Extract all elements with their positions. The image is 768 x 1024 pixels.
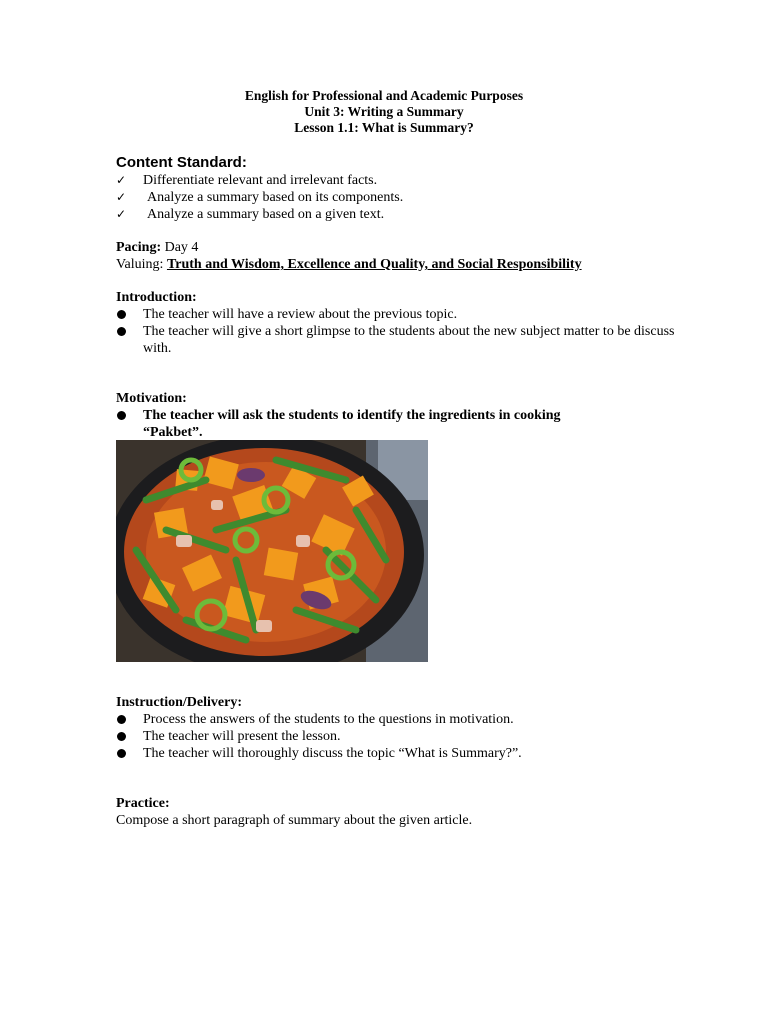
list-item: ✓ Analyze a summary based on its components. — [116, 190, 404, 205]
lesson-title: Lesson 1.1: What is Summary? — [294, 120, 474, 135]
practice-section — [116, 795, 676, 829]
checkmark-icon: ✓ — [116, 190, 127, 204]
motivation-section — [116, 390, 676, 441]
list-item: Process the answers of the students to the questions in motivation. — [116, 711, 676, 728]
practice-heading: Practice: — [116, 796, 170, 811]
bullet-icon — [116, 745, 132, 763]
bullet-icon — [116, 306, 132, 324]
practice-text: Compose a short paragraph of summary about the given article. — [116, 813, 473, 828]
bullet-icon — [116, 711, 132, 729]
introduction-heading: Introduction: — [116, 290, 197, 305]
pacing-label: Pacing: — [116, 240, 162, 255]
checkmark-icon: ✓ — [116, 173, 127, 187]
course-title: English for Professional and Academic Purposes — [244, 88, 524, 103]
pakbet-dish-photo — [116, 440, 428, 662]
instruction-heading: Instruction/Delivery: — [116, 695, 242, 710]
bullet-icon — [116, 407, 132, 425]
instruction-section — [116, 694, 676, 762]
list-item: ✓ Differentiate relevant and irrelevant facts. — [116, 173, 378, 188]
bullet-icon — [116, 728, 132, 746]
valuing-value: Truth and Wisdom, Excellence and Quality, and Social Responsibility — [166, 257, 582, 272]
bullet-icon — [116, 323, 132, 341]
pacing-value: Day 4 — [161, 240, 199, 255]
instruction-list — [116, 711, 676, 762]
valuing-label: Valuing: — [116, 257, 167, 272]
introduction-section — [116, 289, 676, 357]
pacing-section — [116, 239, 676, 273]
list-item: The teacher will ask the students to identify the ingredients in cooking “Pakbet”. — [116, 407, 616, 441]
list-item: The teacher will give a short glimpse to the students about the new subject matter to be discuss with. — [116, 323, 676, 357]
motivation-list — [116, 407, 616, 441]
motivation-heading: Motivation: — [116, 391, 187, 406]
list-item: The teacher will present the lesson. — [116, 728, 676, 745]
unit-title: Unit 3: Writing a Summary — [304, 104, 464, 119]
valuing-line — [116, 256, 676, 273]
introduction-list — [116, 306, 676, 357]
list-item: ✓ Analyze a summary based on a given text. — [116, 207, 385, 222]
list-item: The teacher will thoroughly discuss the topic “What is Summary?”. — [116, 745, 676, 762]
content-standard-section — [116, 154, 676, 223]
content-standard-heading: Content Standard: — [116, 154, 247, 171]
document-header — [0, 88, 768, 136]
checkmark-icon: ✓ — [116, 207, 127, 221]
content-standard-list — [116, 172, 676, 223]
pacing-line — [116, 239, 676, 256]
list-item: The teacher will have a review about the previous topic. — [116, 306, 676, 323]
